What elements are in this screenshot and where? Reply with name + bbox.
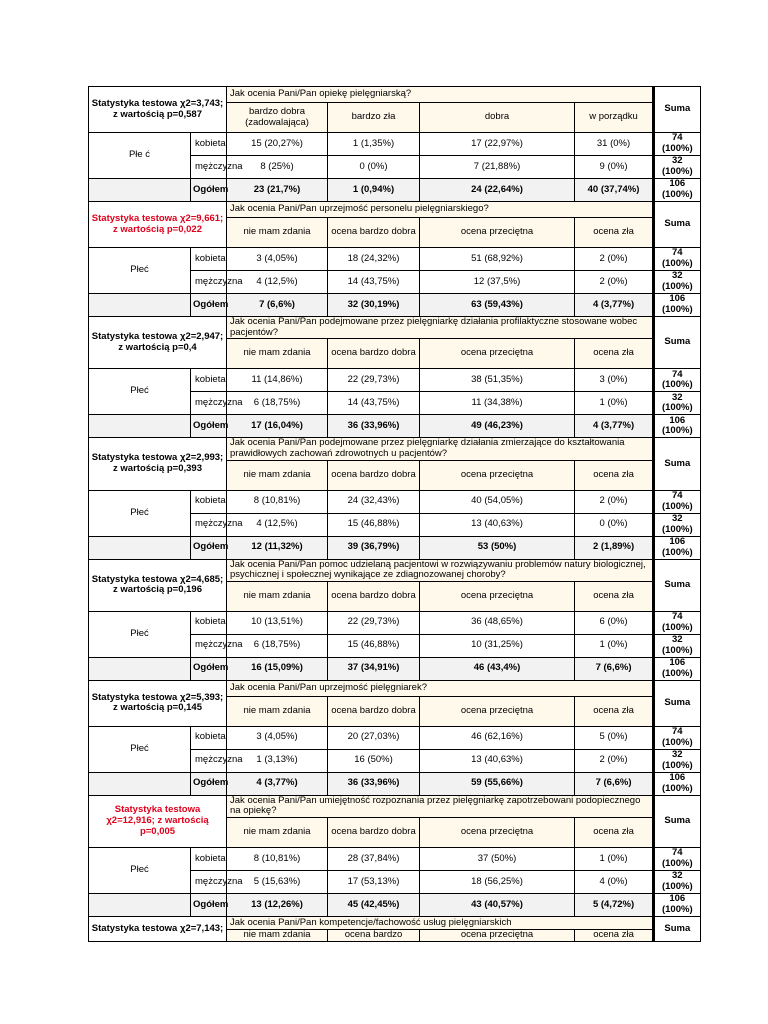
answer-header: nie mam zdania (227, 581, 328, 611)
table-row (89, 248, 701, 271)
answer-header: ocena przeciętna (420, 581, 575, 611)
total-label: Ogółem (191, 894, 227, 917)
total-label: Ogółem (191, 772, 227, 795)
question-text: Jak ocenia Pani/Pan umiejętność rozpoznania przez pielęgniarkę zapotrzebowani podopiecznego na opiekę? (227, 795, 653, 817)
gender-label: kobieta (191, 369, 227, 392)
total-cell: 37 (34,91%) (328, 657, 420, 680)
total-cell: 23 (21,7%) (227, 179, 328, 202)
answer-header: bardzo zła (328, 103, 420, 133)
total-row (89, 894, 701, 917)
row-sum: 74 (100%) (654, 848, 701, 871)
total-row (89, 657, 701, 680)
answer-header: ocena zła (575, 218, 653, 248)
table-row (89, 611, 701, 634)
plec-label: Płeć (89, 848, 191, 894)
row-sum: 74 (100%) (654, 490, 701, 513)
data-cell: 5 (0%) (575, 726, 653, 749)
data-cell: 15 (46,88%) (328, 513, 420, 536)
data-cell: 11 (34,38%) (420, 392, 575, 415)
gender-label: mężczyzna (191, 392, 227, 415)
row-sum: 74 (100%) (654, 248, 701, 271)
total-cell: 40 (37,74%) (575, 179, 653, 202)
data-cell: 6 (18,75%) (227, 392, 328, 415)
table-row (89, 917, 701, 930)
data-cell: 15 (46,88%) (328, 634, 420, 657)
table-row (89, 490, 701, 513)
row-sum: 32 (100%) (654, 392, 701, 415)
total-blank (89, 179, 191, 202)
data-cell: 0 (0%) (328, 156, 420, 179)
gender-label: mężczyzna (191, 271, 227, 294)
data-cell: 28 (37,84%) (328, 848, 420, 871)
total-cell: 36 (33,96%) (328, 772, 420, 795)
suma-header: Suma (654, 559, 701, 611)
answer-header: ocena przeciętna (420, 818, 575, 848)
total-cell: 7 (6,6%) (575, 657, 653, 680)
total-cell: 7 (6,6%) (227, 294, 328, 317)
total-cell: 36 (33,96%) (328, 415, 420, 438)
total-cell: 45 (42,45%) (328, 894, 420, 917)
question-text: Jak ocenia Pani/Pan podejmowane przez pielęgniarkę działania profilaktyczne stosowane wobec pacjentów? (227, 317, 653, 339)
answer-header: ocena przeciętna (420, 930, 575, 942)
answer-header: ocena zła (575, 339, 653, 369)
total-row (89, 415, 701, 438)
question-text: Jak ocenia Pani/Pan opiekę pielęgniarską? (227, 87, 653, 103)
table-row (89, 848, 701, 871)
total-label: Ogółem (191, 415, 227, 438)
total-row (89, 179, 701, 202)
question-text: Jak ocenia Pani/Pan uprzejmość personelu pielęgniarskiego? (227, 202, 653, 218)
gender-label: kobieta (191, 133, 227, 156)
answer-header: ocena zła (575, 581, 653, 611)
answer-header: ocena bardzo dobra (328, 218, 420, 248)
row-sum: 32 (100%) (654, 749, 701, 772)
total-cell: 43 (40,57%) (420, 894, 575, 917)
test-statistic: Statystyka testowa χ2=5,393; z wartością p=0,145 (89, 680, 227, 726)
data-cell: 18 (56,25%) (420, 871, 575, 894)
data-cell: 2 (0%) (575, 248, 653, 271)
row-sum: 74 (100%) (654, 133, 701, 156)
data-cell: 37 (50%) (420, 848, 575, 871)
plec-label: Płeć (89, 369, 191, 415)
answer-header: ocena przeciętna (420, 218, 575, 248)
total-cell: 63 (59,43%) (420, 294, 575, 317)
answer-header: ocena bardzo dobra (328, 696, 420, 726)
total-blank (89, 657, 191, 680)
total-cell: 5 (4,72%) (575, 894, 653, 917)
answer-header: ocena przeciętna (420, 339, 575, 369)
data-cell: 10 (13,51%) (227, 611, 328, 634)
data-cell: 31 (0%) (575, 133, 653, 156)
answer-header: ocena zła (575, 930, 653, 942)
suma-header: Suma (654, 680, 701, 726)
suma-header: Suma (654, 202, 701, 248)
total-cell: 17 (16,04%) (227, 415, 328, 438)
row-sum: 32 (100%) (654, 634, 701, 657)
answer-header: w porządku (575, 103, 653, 133)
data-cell: 6 (18,75%) (227, 634, 328, 657)
row-sum: 74 (100%) (654, 611, 701, 634)
plec-label: Płe ć (89, 133, 191, 179)
gender-label: kobieta (191, 848, 227, 871)
data-cell: 4 (0%) (575, 871, 653, 894)
total-label: Ogółem (191, 179, 227, 202)
data-cell: 22 (29,73%) (328, 369, 420, 392)
data-cell: 14 (43,75%) (328, 271, 420, 294)
data-cell: 8 (25%) (227, 156, 328, 179)
data-cell: 17 (53,13%) (328, 871, 420, 894)
gender-label: kobieta (191, 611, 227, 634)
row-sum: 74 (100%) (654, 369, 701, 392)
answer-header: ocena bardzo dobra (328, 581, 420, 611)
total-sum: 106 (100%) (654, 415, 701, 438)
gender-label: kobieta (191, 726, 227, 749)
total-cell: 39 (36,79%) (328, 536, 420, 559)
total-blank (89, 415, 191, 438)
total-blank (89, 894, 191, 917)
answer-header: ocena zła (575, 696, 653, 726)
table-row (89, 133, 701, 156)
data-cell: 1 (0%) (575, 392, 653, 415)
data-cell: 5 (15,63%) (227, 871, 328, 894)
total-sum: 106 (100%) (654, 536, 701, 559)
data-cell: 16 (50%) (328, 749, 420, 772)
table-row (89, 795, 701, 817)
total-blank (89, 536, 191, 559)
gender-label: mężczyzna (191, 749, 227, 772)
data-cell: 2 (0%) (575, 749, 653, 772)
total-cell: 32 (30,19%) (328, 294, 420, 317)
total-cell: 2 (1,89%) (575, 536, 653, 559)
total-cell: 12 (11,32%) (227, 536, 328, 559)
data-cell: 51 (68,92%) (420, 248, 575, 271)
total-cell: 53 (50%) (420, 536, 575, 559)
crosstab-document (88, 86, 701, 942)
answer-header: dobra (420, 103, 575, 133)
data-cell: 17 (22,97%) (420, 133, 575, 156)
test-statistic: Statystyka testowa χ2=4,685; z wartością p=0,196 (89, 559, 227, 611)
answer-header: nie mam zdania (227, 696, 328, 726)
gender-label: mężczyzna (191, 871, 227, 894)
data-cell: 4 (12,5%) (227, 271, 328, 294)
total-cell: 46 (43,4%) (420, 657, 575, 680)
total-cell: 24 (22,64%) (420, 179, 575, 202)
answer-header: ocena przeciętna (420, 460, 575, 490)
data-cell: 2 (0%) (575, 271, 653, 294)
row-sum: 74 (100%) (654, 726, 701, 749)
row-sum: 32 (100%) (654, 156, 701, 179)
table-row (89, 726, 701, 749)
question-text: Jak ocenia Pani/Pan pomoc udzielaną pacjentowi w rozwiązywaniu problemów natury biologicznej, psychicznej i społecznej wynikające ze zdiagnozowanej choroby? (227, 559, 653, 581)
suma-header: Suma (654, 317, 701, 369)
data-cell: 13 (40,63%) (420, 749, 575, 772)
total-row (89, 294, 701, 317)
plec-label: Płeć (89, 726, 191, 772)
data-cell: 3 (0%) (575, 369, 653, 392)
total-cell: 4 (3,77%) (575, 415, 653, 438)
suma-header: Suma (654, 87, 701, 133)
answer-header: ocena bardzo (328, 930, 420, 942)
row-sum: 32 (100%) (654, 271, 701, 294)
gender-label: mężczyzna (191, 156, 227, 179)
data-cell: 2 (0%) (575, 490, 653, 513)
data-cell: 1 (3,13%) (227, 749, 328, 772)
answer-header: nie mam zdania (227, 339, 328, 369)
answer-header: bardzo dobra (zadowalająca) (227, 103, 328, 133)
suma-header: Suma (654, 795, 701, 847)
table-row (89, 559, 701, 581)
answer-header: ocena bardzo dobra (328, 339, 420, 369)
table-row (89, 438, 701, 460)
total-row (89, 772, 701, 795)
row-sum: 32 (100%) (654, 871, 701, 894)
data-cell: 15 (20,27%) (227, 133, 328, 156)
total-cell: 16 (15,09%) (227, 657, 328, 680)
total-sum: 106 (100%) (654, 894, 701, 917)
data-cell: 22 (29,73%) (328, 611, 420, 634)
data-cell: 12 (37,5%) (420, 271, 575, 294)
data-cell: 9 (0%) (575, 156, 653, 179)
data-cell: 7 (21,88%) (420, 156, 575, 179)
data-cell: 14 (43,75%) (328, 392, 420, 415)
total-cell: 13 (12,26%) (227, 894, 328, 917)
gender-label: kobieta (191, 248, 227, 271)
total-cell: 7 (6,6%) (575, 772, 653, 795)
suma-header: Suma (654, 438, 701, 490)
test-statistic: Statystyka testowa χ2=2,993; z wartością p=0,393 (89, 438, 227, 490)
gender-label: kobieta (191, 490, 227, 513)
total-sum: 106 (100%) (654, 772, 701, 795)
answer-header: ocena bardzo dobra (328, 460, 420, 490)
data-cell: 11 (14,86%) (227, 369, 328, 392)
data-cell: 40 (54,05%) (420, 490, 575, 513)
data-cell: 6 (0%) (575, 611, 653, 634)
data-cell: 4 (12,5%) (227, 513, 328, 536)
data-cell: 3 (4,05%) (227, 726, 328, 749)
total-label: Ogółem (191, 536, 227, 559)
data-cell: 8 (10,81%) (227, 490, 328, 513)
table-row (89, 369, 701, 392)
total-cell: 4 (3,77%) (227, 772, 328, 795)
data-cell: 13 (40,63%) (420, 513, 575, 536)
answer-header: ocena bardzo dobra (328, 818, 420, 848)
plec-label: Płeć (89, 611, 191, 657)
question-text: Jak ocenia Pani/Pan podejmowane przez pielęgniarkę działania zmierzające do kształtowania prawidłowych zachowań zdrowotnych u pacjentów? (227, 438, 653, 460)
data-cell: 38 (51,35%) (420, 369, 575, 392)
answer-header: nie mam zdania (227, 460, 328, 490)
test-statistic: Statystyka testowa χ2=7,143; (89, 917, 227, 942)
plec-label: Płeć (89, 248, 191, 294)
answer-header: nie mam zdania (227, 218, 328, 248)
answer-header: ocena zła (575, 818, 653, 848)
gender-label: mężczyzna (191, 513, 227, 536)
data-cell: 20 (27,03%) (328, 726, 420, 749)
total-label: Ogółem (191, 657, 227, 680)
total-cell: 59 (55,66%) (420, 772, 575, 795)
data-cell: 1 (0%) (575, 848, 653, 871)
test-statistic: Statystyka testowa χ2=12,916; z wartością p=0,005 (89, 795, 227, 847)
data-cell: 1 (1,35%) (328, 133, 420, 156)
answer-header: ocena zła (575, 460, 653, 490)
test-statistic: Statystyka testowa χ2=2,947; z wartością p=0,4 (89, 317, 227, 369)
table-row (89, 87, 701, 103)
data-cell: 24 (32,43%) (328, 490, 420, 513)
total-cell: 49 (46,23%) (420, 415, 575, 438)
total-sum: 106 (100%) (654, 294, 701, 317)
data-cell: 36 (48,65%) (420, 611, 575, 634)
total-blank (89, 772, 191, 795)
question-text: Jak ocenia Pani/Pan uprzejmość pielęgniarek? (227, 680, 653, 696)
answer-header: ocena przeciętna (420, 696, 575, 726)
data-cell: 1 (0%) (575, 634, 653, 657)
answer-header: nie mam zdania (227, 818, 328, 848)
data-cell: 8 (10,81%) (227, 848, 328, 871)
table-row (89, 680, 701, 696)
total-blank (89, 294, 191, 317)
test-statistic: Statystyka testowa χ2=3,743; z wartością p=0,587 (89, 87, 227, 133)
table-row (89, 202, 701, 218)
data-cell: 10 (31,25%) (420, 634, 575, 657)
gender-label: mężczyzna (191, 634, 227, 657)
total-sum: 106 (100%) (654, 657, 701, 680)
data-cell: 3 (4,05%) (227, 248, 328, 271)
row-sum: 32 (100%) (654, 513, 701, 536)
answer-header: nie mam zdania (227, 930, 328, 942)
plec-label: Płeć (89, 490, 191, 536)
total-cell: 1 (0,94%) (328, 179, 420, 202)
total-sum: 106 (100%) (654, 179, 701, 202)
suma-header: Suma (654, 917, 701, 942)
data-cell: 46 (62,16%) (420, 726, 575, 749)
test-statistic: Statystyka testowa χ2=9,661; z wartością p=0,022 (89, 202, 227, 248)
table-row (89, 317, 701, 339)
data-cell: 18 (24,32%) (328, 248, 420, 271)
total-cell: 4 (3,77%) (575, 294, 653, 317)
total-row (89, 536, 701, 559)
total-label: Ogółem (191, 294, 227, 317)
data-cell: 0 (0%) (575, 513, 653, 536)
question-text: Jak ocenia Pani/Pan kompetencje/fachowość usług pielęgniarskich (227, 917, 653, 930)
